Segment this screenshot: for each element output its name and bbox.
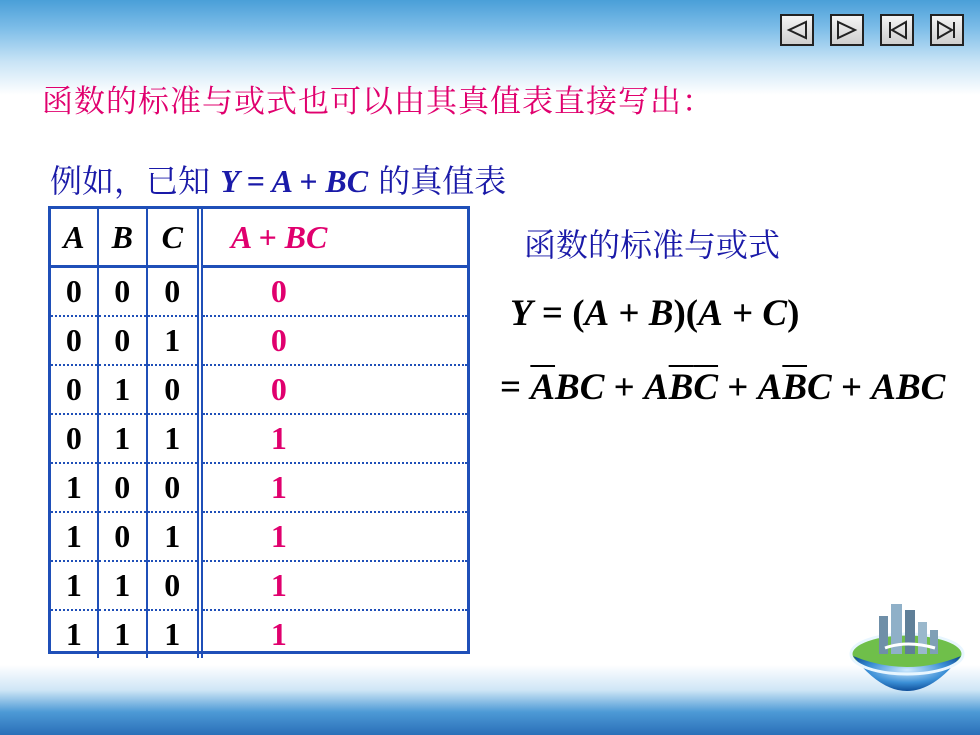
triangle-right-icon	[836, 20, 858, 40]
cell-b: 0	[98, 267, 147, 317]
cell-b: 0	[98, 512, 147, 561]
cell-b: 1	[98, 610, 147, 658]
slide-navigation	[780, 14, 964, 46]
formula-sum-of-products: = $\overline{A}BC + A\overline{B}\overline{C} + A\overline{B}C$ + ABC	[500, 367, 946, 408]
table-row	[51, 267, 467, 317]
cell-a: 0	[51, 414, 98, 463]
cell-output: 1	[200, 463, 467, 512]
cell-a: 1	[51, 610, 98, 658]
slide-title: 函数的标准与或式也可以由其真值表直接写出：	[42, 84, 714, 120]
cell-c: 1	[147, 512, 200, 561]
skip-first-icon	[886, 20, 908, 40]
cell-b: 0	[98, 463, 147, 512]
first-button[interactable]	[880, 14, 914, 46]
prev-button[interactable]	[780, 14, 814, 46]
cell-b: 0	[98, 316, 147, 365]
table-row	[51, 512, 467, 561]
cell-c: 0	[147, 267, 200, 317]
cell-a: 1	[51, 512, 98, 561]
last-button[interactable]	[930, 14, 964, 46]
header-output: A + BC	[200, 209, 467, 267]
example-expression: Y = A + BC	[220, 163, 369, 199]
cell-b: 1	[98, 365, 147, 414]
cell-a: 1	[51, 463, 98, 512]
cell-output: 0	[200, 267, 467, 317]
cell-a: 0	[51, 365, 98, 414]
example-prefix: 例如，已知	[50, 162, 221, 200]
table-header-row	[51, 209, 467, 267]
city-globe-logo	[845, 596, 970, 716]
table-row	[51, 561, 467, 610]
table-row	[51, 414, 467, 463]
standard-form-label: 函数的标准与或式	[524, 226, 781, 264]
table-row	[51, 610, 467, 658]
triangle-left-icon	[786, 20, 808, 40]
cell-b: 1	[98, 414, 147, 463]
cell-c: 0	[147, 365, 200, 414]
cell-output: 0	[200, 365, 467, 414]
cell-output: 1	[200, 414, 467, 463]
next-button[interactable]	[830, 14, 864, 46]
table-row	[51, 365, 467, 414]
cell-a: 0	[51, 267, 98, 317]
table-row	[51, 463, 467, 512]
cell-b: 1	[98, 561, 147, 610]
cell-a: 1	[51, 561, 98, 610]
example-line	[50, 156, 506, 202]
formula-product-of-sums: Y = (A + B)(A + C)	[510, 293, 800, 334]
cell-output: 1	[200, 561, 467, 610]
skip-last-icon	[936, 20, 958, 40]
cell-c: 1	[147, 610, 200, 658]
truth-table	[48, 206, 470, 654]
cell-c: 1	[147, 414, 200, 463]
cell-output: 1	[270, 616, 287, 652]
header-b: B	[98, 209, 147, 267]
cell-c: 0	[147, 463, 200, 512]
table-row	[51, 316, 467, 365]
cell-c: 1	[147, 316, 200, 365]
cell-output: 1	[200, 512, 467, 561]
header-c: C	[147, 209, 200, 267]
cell-a: 0	[51, 316, 98, 365]
cell-output: 0	[200, 316, 467, 365]
cell-c: 0	[147, 561, 200, 610]
example-suffix: 的真值表	[368, 162, 507, 200]
header-a: A	[51, 209, 98, 267]
